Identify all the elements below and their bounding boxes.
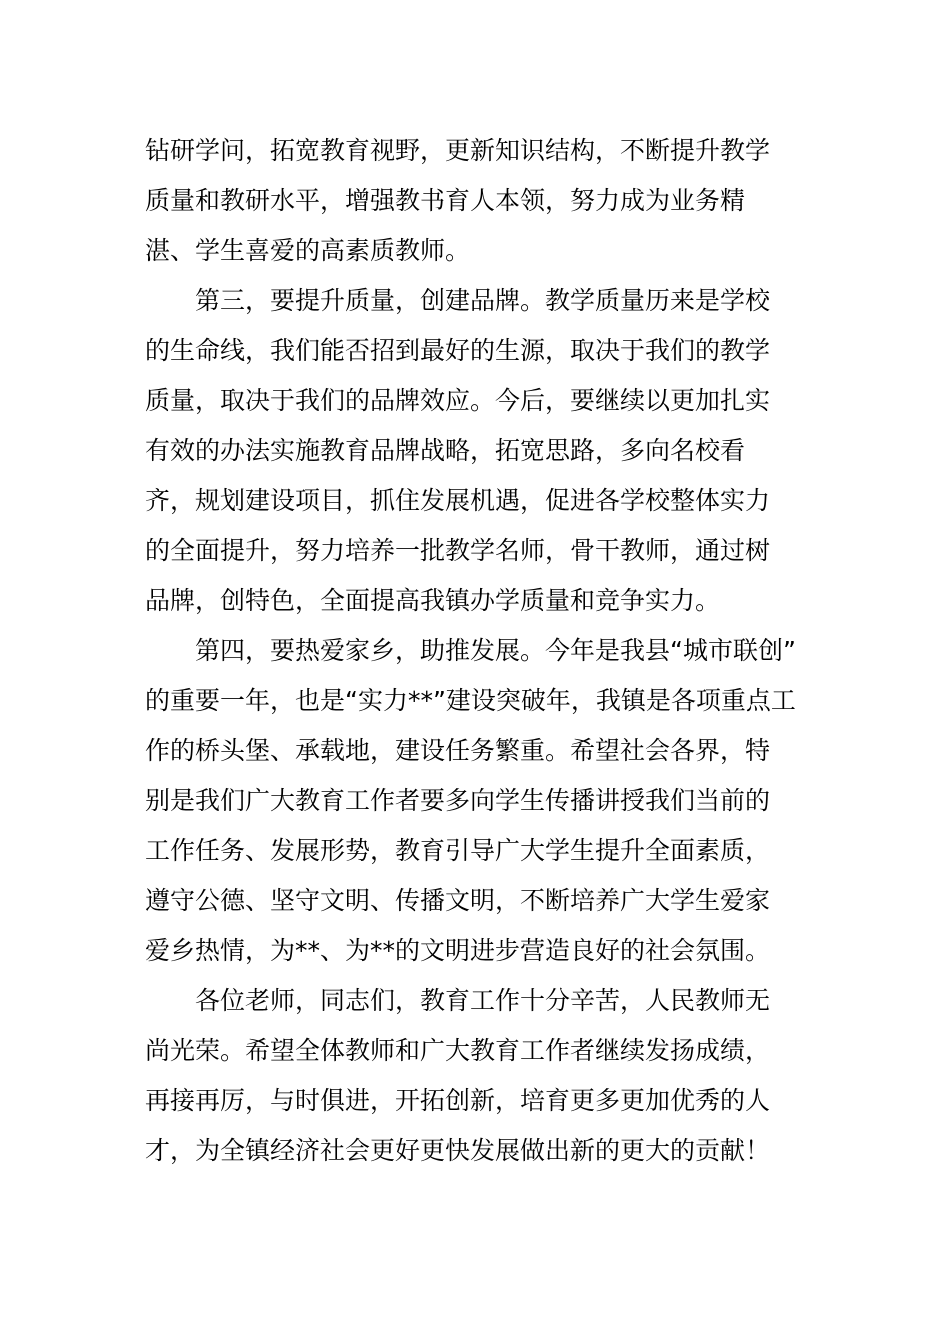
text-line: 齐，规划建设项目，抓住发展机遇，促进各学校整体实力	[145, 486, 771, 515]
text-line: 工作任务、发展形势，教育引导广大学生提升全面素质，	[145, 836, 771, 865]
text-line: 作的桥头堡、承载地，建设任务繁重。希望社会各界，特	[145, 736, 771, 765]
body-text	[145, 126, 810, 1176]
text-line: 尚光荣。希望全体教师和广大教育工作者继续发扬成绩，	[145, 1036, 771, 1065]
text-line: 的全面提升，努力培养一批教学名师，骨干教师，通过树	[145, 536, 771, 565]
text-line: 别是我们广大教育工作者要多向学生传播讲授我们当前的	[145, 786, 771, 815]
text-line: 湛、学生喜爱的高素质教师。	[145, 236, 471, 265]
text-line: 有效的办法实施教育品牌战略，拓宽思路，多向名校看	[145, 436, 746, 465]
text-line: 钻研学问，拓宽教育视野，更新知识结构，不断提升教学	[145, 136, 771, 165]
text-line: 品牌，创特色，全面提高我镇办学质量和竞争实力。	[145, 586, 721, 615]
paragraph-start-line: 第三，要提升质量，创建品牌。教学质量历来是学校	[195, 286, 771, 315]
text-line: 质量，取决于我们的品牌效应。今后，要继续以更加扎实	[145, 386, 771, 415]
paragraph-start-line: 各位老师，同志们，教育工作十分辛苦，人民教师无	[195, 986, 771, 1015]
text-line: 爱乡热情，为**、为**的文明进步营造良好的社会氛围。	[145, 936, 771, 965]
text-line: 的生命线，我们能否招到最好的生源，取决于我们的教学	[145, 336, 771, 365]
text-line: 才，为全镇经济社会更好更快发展做出新的更大的贡献！	[145, 1136, 771, 1165]
paragraph-start-line: 第四，要热爱家乡，助推发展。今年是我县“城市联创”	[195, 636, 796, 665]
text-line: 再接再厉，与时俱进，开拓创新，培育更多更加优秀的人	[145, 1086, 771, 1115]
text-line: 遵守公德、坚守文明、传播文明，不断培养广大学生爱家	[145, 886, 771, 915]
text-line: 质量和教研水平，增强教书育人本领，努力成为业务精	[145, 186, 746, 215]
text-line: 的重要一年，也是“实力**”建设突破年，我镇是各项重点工	[145, 686, 796, 715]
